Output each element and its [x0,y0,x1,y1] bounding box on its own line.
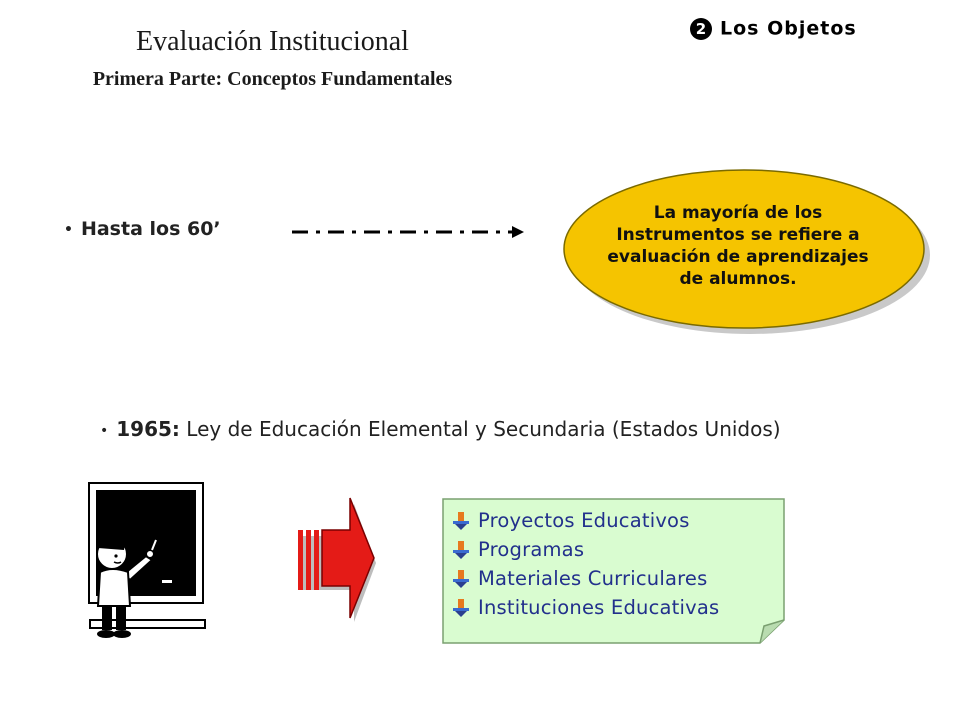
list-item [452,564,782,593]
arrow-down-bullet-icon [452,598,470,618]
callout-line-4: de alumnos. [679,269,797,289]
bullet-dot-icon: • [64,221,73,238]
objects-list [452,506,782,622]
list-item [452,535,782,564]
slide-subtitle: Primera Parte: Conceptos Fundamentales [92,68,453,90]
arrow-down-bullet-icon [452,540,470,560]
teacher-at-blackboard-icon [84,480,210,642]
section-label: Los Objetos [720,17,857,40]
bullet-hasta-los-60 [64,218,221,240]
list-item-label: Programas [478,538,585,561]
callout-line-3: evaluación de aprendizajes [607,247,869,267]
bullet-year: 1965: [116,417,180,441]
arrow-down-bullet-icon [452,511,470,531]
list-item-label: Proyectos Educativos [478,509,690,532]
bullet-text: Hasta los 60’ [80,218,221,240]
arrow-down-bullet-icon [452,569,470,589]
list-item-label: Instituciones Educativas [478,596,720,619]
list-item [452,593,782,622]
section-number-badge: 2 [690,18,712,40]
list-item-label: Materiales Curriculares [478,567,708,590]
dash-dot-arrow [290,220,530,244]
block-arrow-right-icon [294,496,380,630]
bullet-1965 [100,417,781,441]
callout-line-2: Instrumentos se refiere a [616,225,860,245]
section-heading [690,17,910,49]
slide-title: Evaluación Institucional [136,26,409,57]
bullet-dot-icon: • [100,422,109,439]
bullet-text: Ley de Educación Elemental y Secundaria (Estados Unidos) [186,417,781,441]
list-item [452,506,782,535]
callout-text [560,202,916,290]
callout-line-1: La mayoría de los [653,203,823,223]
